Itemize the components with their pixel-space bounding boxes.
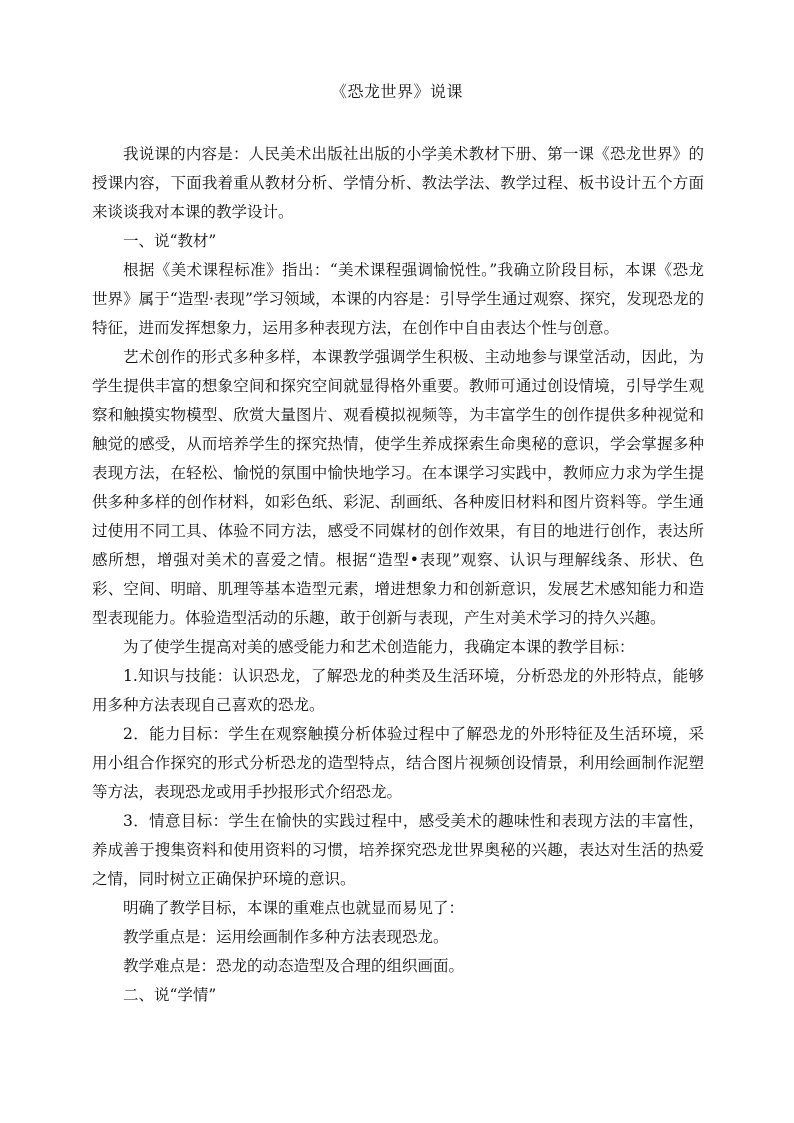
paragraph-art-creation: 艺术创作的形式多种多样，本课教学强调学生积极、主动地参与课堂活动，因此，为学生提供丰富的想象空间和探究空间就显得格外重要。教师可通过创设情境，引导学生观察和触摸实物模型、欣赏大量图片、观看模拟视频等，为丰富学生的创作提供多种视觉和触觉的感受，从而培养学生的探究热情，使学生养成探索生命奥秘的意识，学会掌握多种表现方法，在轻松、愉悦的氛围中愉快地学习。在本课学习实践中，教师应力求为学生提供多种多样的创作材料，如彩色纸、彩泥、刮画纸、各种废旧材料和图片资料等。学生通过使用不同工具、体验不同方法，感受不同媒材的创作效果，有目的地进行创作，表达所感所想，增强对美术的喜爱之情。根据“造型•表现”观察、认识与理解线条、形状、色彩、空间、明暗、肌理等基本造型元素，增进想象力和创新意识，发展艺术感知能力和造型表现能力。体验造型活动的乐趣，敢于创新与表现，产生对美术学习的持久兴趣。 <box>92 348 704 627</box>
paragraph-goal-emotion: 3．情意目标：学生在愉快的实践过程中，感受美术的趣味性和表现方法的丰富性，养成善于搜集资料和使用资料的习惯，培养探究恐龙世界奥秘的兴趣，表达对生活的热爱之情，同时树立正确保护环境的意识。 <box>92 812 704 888</box>
paragraph-key-points-intro: 明确了教学目标，本课的重难点也就显而易见了： <box>123 899 465 917</box>
paragraph-teaching-goals-intro: 为了使学生提高对美的感受能力和艺术创造能力，我确定本课的教学目标： <box>123 638 635 656</box>
paragraph-key-point: 教学重点是：运用绘画制作多种方法表现恐龙。 <box>123 928 449 946</box>
paragraph-curriculum-standard: 根据《美术课程标准》指出：“美术课程强调愉悦性。”我确立阶段目标，本课《恐龙世界》属于“造型·表现”学习领域，本课的内容是：引导学生通过观察、探究，发现恐龙的特征，进而发挥想象力，运用多种表现方法，在创作中自由表达个性与创意。 <box>92 261 704 337</box>
paragraph-goal-ability: 2．能力目标：学生在观察触摸分析体验过程中了解恐龙的外形特征及生活环境，采用小组合作探究的形式分析恐龙的造型特点，结合图片视频创设情景，利用绘画制作泥塑等方法，表现恐龙或用手抄报形式介绍恐龙。 <box>92 725 704 801</box>
paragraph-intro: 我说课的内容是：人民美术出版社出版的小学美术教材下册、第一课《恐龙世界》的授课内容，下面我着重从教材分析、学情分析、教法学法、教学过程、板书设计五个方面来谈谈我对本课的教学设计。 <box>92 145 704 221</box>
section-heading-textbook: 一、说“教材” <box>123 232 217 250</box>
paragraph-goal-knowledge: 1.知识与技能：认识恐龙，了解恐龙的种类及生活环境，分析恐龙的外形特点，能够用多种方法表现自己喜欢的恐龙。 <box>92 667 704 714</box>
paragraph-difficult-point: 教学难点是：恐龙的动态造型及合理的组织画面。 <box>123 957 465 975</box>
section-heading-students: 二、说“学情” <box>123 986 217 1004</box>
document-body <box>92 140 704 1010</box>
document-title: 《恐龙世界》说课 <box>330 82 463 101</box>
